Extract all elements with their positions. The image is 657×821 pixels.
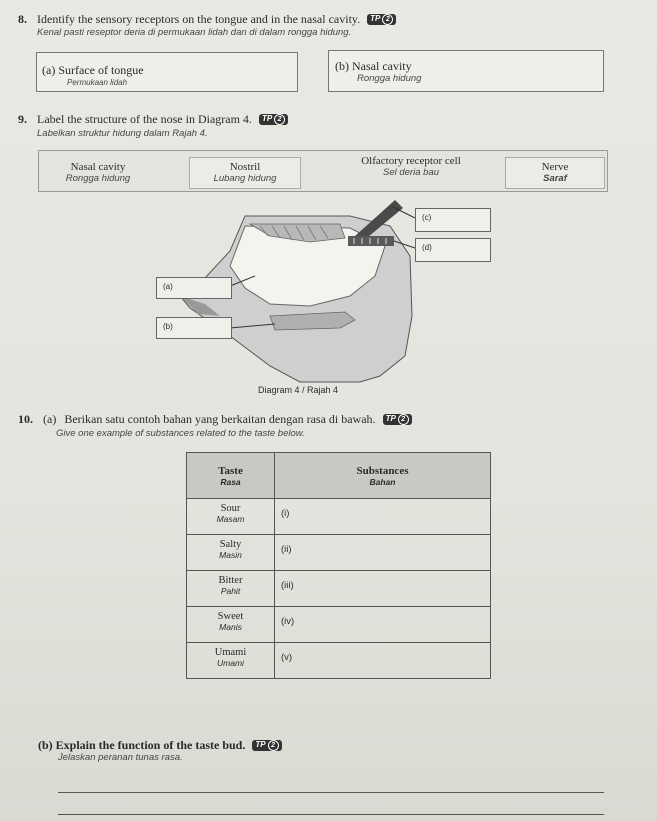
table-row: Salty Masin (ii) bbox=[187, 535, 491, 571]
table-row: Sour Masam (i) bbox=[187, 499, 491, 535]
part-b-question: (b) Explain the function of the taste bud. bbox=[38, 738, 246, 752]
question-9 bbox=[18, 110, 648, 128]
answer-cell[interactable]: (ii) bbox=[275, 535, 491, 571]
question-8-translation: Kenal pasti reseptor deria di permukaan lidah dan di dalam rongga hidung. bbox=[37, 27, 352, 38]
question-8-text: Identify the sensory receptors on the tongue and in the nasal cavity. bbox=[37, 12, 361, 26]
olfactory-receptor-band bbox=[348, 236, 394, 246]
tp-badge: TP 2 bbox=[367, 14, 396, 25]
table-header-row bbox=[187, 453, 491, 499]
question-10-number: 10. bbox=[18, 412, 33, 426]
label-box-a[interactable]: (a) bbox=[156, 277, 232, 299]
part-b-translation: Rongga hidung bbox=[357, 73, 422, 84]
answer-line[interactable] bbox=[58, 814, 604, 815]
question-10-text: Berikan satu contoh bahan yang berkaitan dengan rasa di bawah. bbox=[64, 412, 376, 426]
question-10 bbox=[18, 410, 648, 428]
label-box-c[interactable]: (c) bbox=[415, 208, 491, 232]
table-row: Bitter Pahit (iii) bbox=[187, 571, 491, 607]
answer-cell[interactable]: (iii) bbox=[275, 571, 491, 607]
answer-box-nasal-cavity[interactable] bbox=[328, 50, 604, 92]
table-row: Sweet Manis (iv) bbox=[187, 607, 491, 643]
answer-cell[interactable]: (v) bbox=[275, 643, 491, 679]
part-a-translation: Permukaan lidah bbox=[67, 78, 128, 87]
header-taste: Taste Rasa bbox=[187, 453, 275, 499]
question-8 bbox=[18, 10, 648, 28]
label-box-d[interactable]: (d) bbox=[415, 238, 491, 262]
tp-badge: TP 2 bbox=[383, 414, 412, 425]
question-10-translation: Give one example of substances related to the taste below. bbox=[56, 428, 305, 439]
tp-badge: TP 2 bbox=[252, 740, 281, 751]
question-9-text: Label the structure of the nose in Diagram 4. bbox=[37, 112, 252, 126]
word-bank bbox=[38, 150, 608, 192]
word-bank-item: Nasal cavity Rongga hidung bbox=[65, 161, 131, 184]
answer-cell[interactable]: (i) bbox=[275, 499, 491, 535]
diagram-caption: Diagram 4 / Rajah 4 bbox=[258, 385, 339, 395]
part-b-translation: Jelaskan peranan tunas rasa. bbox=[58, 752, 183, 763]
word-bank-item: Olfactory receptor cell Sel deria bau bbox=[361, 155, 461, 178]
question-9-translation: Labelkan struktur hidung dalam Rajah 4. bbox=[37, 128, 208, 139]
question-10-part-a-marker: (a) bbox=[43, 412, 57, 426]
word-bank-item: Nerve Saraf bbox=[505, 157, 605, 189]
question-9-number: 9. bbox=[18, 112, 27, 126]
tp-badge: TP 2 bbox=[259, 114, 288, 125]
question-8-number: 8. bbox=[18, 12, 27, 26]
answer-box-surface-tongue[interactable] bbox=[36, 52, 298, 92]
word-bank-item: Nostril Lubang hidung bbox=[189, 157, 301, 189]
part-a-label: (a) Surface of tongue bbox=[42, 63, 144, 77]
header-substances: Substances Bahan bbox=[275, 453, 491, 499]
label-box-b[interactable]: (b) bbox=[156, 317, 232, 339]
taste-table bbox=[186, 452, 491, 679]
answer-cell[interactable]: (iv) bbox=[275, 607, 491, 643]
answer-line[interactable] bbox=[58, 792, 604, 793]
table-row: Umami Umami (v) bbox=[187, 643, 491, 679]
part-b-label: (b) Nasal cavity bbox=[335, 59, 412, 73]
